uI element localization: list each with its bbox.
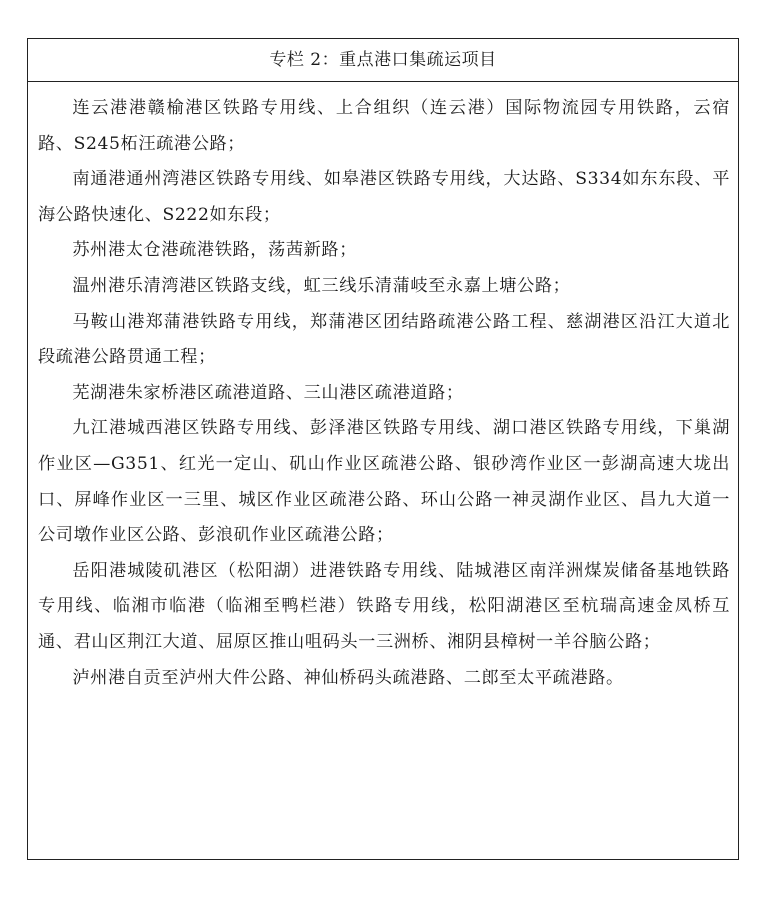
project-paragraph-lianyungang: 连云港港赣榆港区铁路专用线、上合组织（连云港）国际物流园专用铁路，云宿路、S245柘汪疏港公路； [38,98,730,154]
panel-title: 专栏 2：重点港口集疏运项目 [28,39,738,82]
project-paragraph-maanshan: 马鞍山港郑蒲港铁路专用线，郑蒲港区团结路疏港公路工程、慈湖港区沿江大道北段疏港公路贯通工程； [38,311,730,368]
project-paragraph-wuhu: 芜湖港朱家桥港区疏港道路、三山港区疏港道路； [72,382,464,403]
project-panel [27,38,739,860]
project-paragraph-nantong: 南通港通州湾港区铁路专用线、如皋港区铁路专用线，大达路、S334如东东段、平海公路快速化、S222如东段； [38,169,730,225]
project-paragraph-luzhou: 泸州港自贡至泸州大件公路、神仙桥码头疏港路、二郎至太平疏港路。 [72,667,624,688]
project-paragraph-jiujiang: 九江港城西港区铁路专用线、彭泽港区铁路专用线、湖口港区铁路专用线，下巢湖作业区—G351、红光一定山、矶山作业区疏港公路、银砂湾作业区一彭湖高速大垅出口、屏峰作业区一三里、城区作业区疏港公路、环山公路一神灵湖作业区、昌九大道一公司墩作业区公路、彭浪矶作业区疏港公路； [38,418,730,546]
project-paragraph-yueyang: 岳阳港城陵矶港区（松阳湖）进港铁路专用线、陆城港区南洋洲煤炭储备基地铁路专用线、临湘市临港（临湘至鸭栏港）铁路专用线，松阳湖港区至杭瑞高速金凤桥互通、君山区荆江大道、屈原区推山咀码头一三洲桥、湘阴县樟树一羊谷脑公路； [38,560,730,652]
project-paragraph-wenzhou: 温州港乐清湾港区铁路支线，虹三线乐清蒲岐至永嘉上塘公路； [72,275,571,296]
project-paragraph-suzhou: 苏州港太仓港疏港铁路，荡茜新路； [72,240,357,261]
panel-content [28,91,738,696]
